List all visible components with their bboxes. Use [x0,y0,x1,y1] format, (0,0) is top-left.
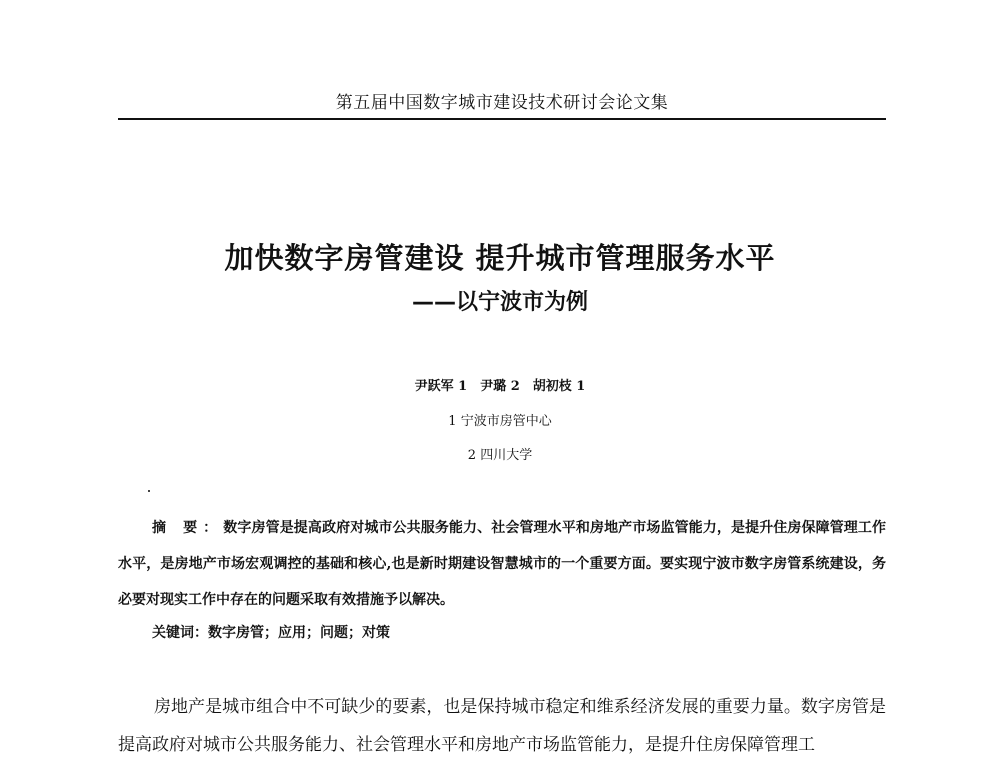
keywords [152,622,886,642]
keywords-text: 数字房管；应用；问题；对策 [208,625,390,641]
abstract [118,510,886,618]
header-rule [118,118,886,120]
keywords-label: 关键词： [152,625,208,641]
affiliation-1: 1 宁波市房管中心 [448,414,552,429]
author-list: 尹跃军 1 尹璐 2 胡初枝 1 [414,379,586,394]
paper-subtitle: ——以宁波市为例 [411,290,588,315]
affiliation-2: 2 四川大学 [467,448,533,463]
paper-title: 加快数字房管建设 提升城市管理服务水平 [224,241,776,275]
running-header: 第五届中国数字城市建设技术研讨会论文集 [335,93,669,113]
scan-speck [148,490,150,492]
body-paragraph: 房地产是城市组合中不可缺少的要素，也是保持城市稳定和维系经济发展的重要力量。数字房管是提高政府对城市公共服务能力、社会管理水平和房地产市场监管能力，是提升住房保障管理工 [118,697,886,755]
abstract-text: 数字房管是提高政府对城市公共服务能力、社会管理水平和房地产市场监管能力，是提升住房保障管理工作水平，是房地产市场宏观调控的基础和核心,也是新时期建设智慧城市的一个重要方面。要实现宁波市数字房管系统建设，务必要对现实工作中存在的问题采取有效措施予以解决。 [118,520,887,608]
abstract-label: 摘 要： [152,520,224,536]
